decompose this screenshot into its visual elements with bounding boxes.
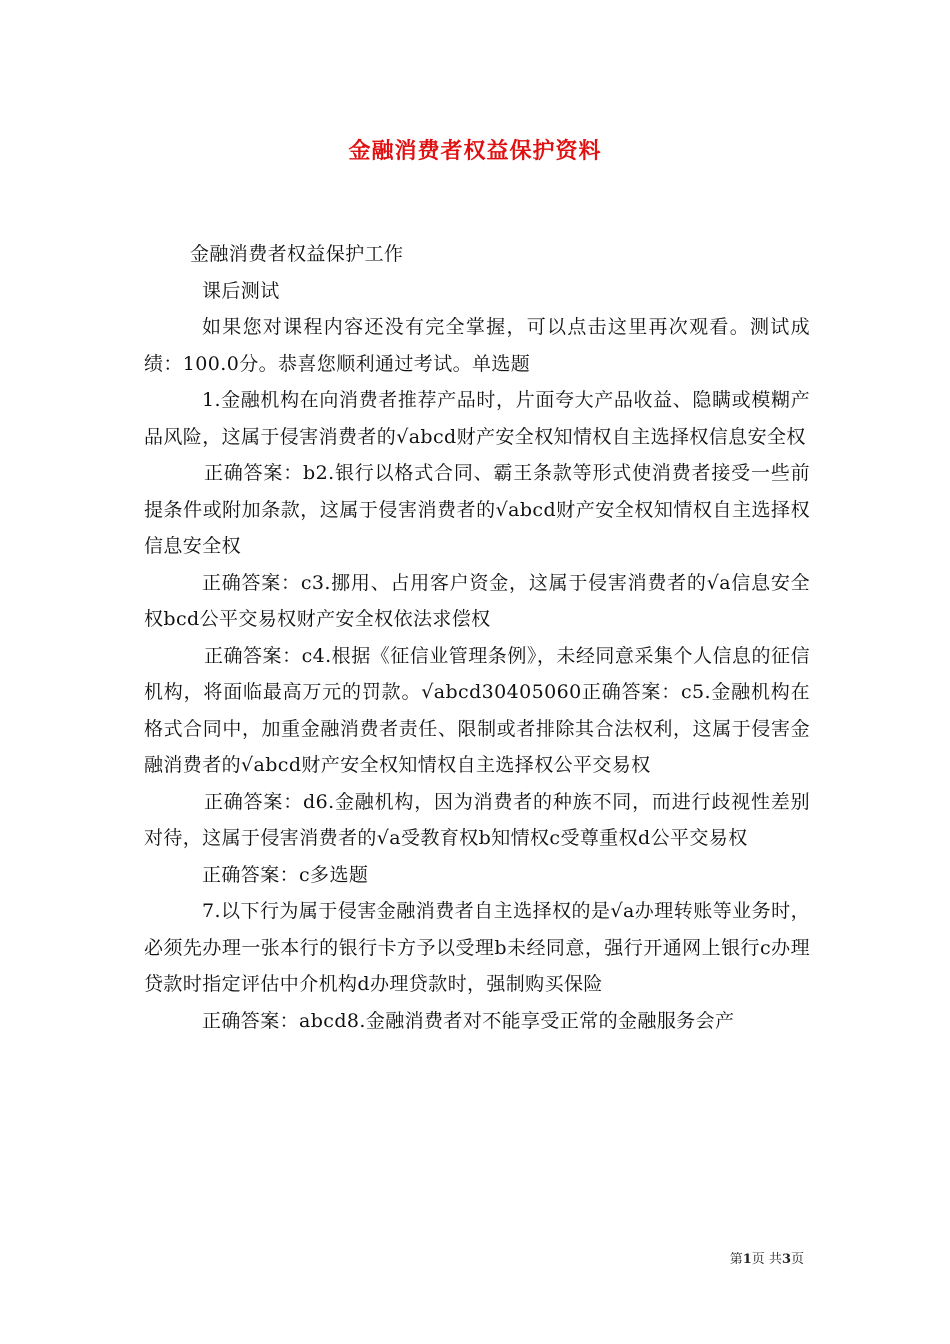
paragraph-10: 7.以下行为属于侵害金融消费者自主选择权的是√a办理转账等业务时，必须先办理一张本行的银行卡方予以受理b未经同意，强行开通网上银行c办理贷款时指定评估中介机构d办理贷款时，强制购买保险 — [144, 900, 810, 995]
current-page: 1 — [742, 1252, 752, 1267]
paragraph-3: 如果您对课程内容还没有完全掌握，可以点击这里再次观看。测试成绩：100.0分。恭喜您顺利通过考试。单选题 — [144, 316, 810, 375]
total-pages: 3 — [781, 1252, 791, 1267]
paragraph-6: 正确答案：c3.挪用、占用客户资金，这属于侵害消费者的√a信息安全权bcd公平交易权财产安全权依法求偿权 — [144, 571, 810, 630]
paragraph-7: 正确答案：c4.根据《征信业管理条例》，未经同意采集个人信息的征信机构，将面临最高万元的罚款。√abcd30405060正确答案：c5.金融机构在格式合同中，加重金融消费者责任、限制或者排除其合法权利，这属于侵害金融消费者的√abcd财产安全权知情权自主选择权公平交易权 — [144, 644, 810, 776]
page-number-suffix: 页 — [790, 1252, 804, 1267]
paragraph-11: 正确答案：abcd8.金融消费者对不能享受正常的金融服务会产 — [202, 1009, 735, 1032]
paragraph-5: 正确答案：b2.银行以格式合同、霸王条款等形式使消费者接受一些前提条件或附加条款，这属于侵害消费者的√abcd财产安全权知情权自主选择权信息安全权 — [144, 462, 810, 557]
paragraph-8: 正确答案：d6.金融机构，因为消费者的种族不同，而进行歧视性差别对待，这属于侵害消费者的√a受教育权b知情权c受尊重权d公平交易权 — [144, 790, 810, 849]
paragraph-1: 金融消费者权益保护工作 — [190, 243, 404, 265]
page-number-middle: 页 共 — [751, 1252, 782, 1267]
page-number — [730, 1248, 804, 1267]
document-body — [144, 236, 810, 1039]
document-title: 金融消费者权益保护资料 — [348, 138, 602, 164]
paragraph-4: 1.金融机构在向消费者推荐产品时，片面夸大产品收益、隐瞒或模糊产品风险，这属于侵害消费者的√abcd财产安全权知情权自主选择权信息安全权 — [144, 389, 810, 448]
paragraph-9: 正确答案：c多选题 — [202, 863, 369, 886]
page-number-prefix: 第 — [729, 1252, 743, 1267]
paragraph-2: 课后测试 — [202, 279, 280, 302]
